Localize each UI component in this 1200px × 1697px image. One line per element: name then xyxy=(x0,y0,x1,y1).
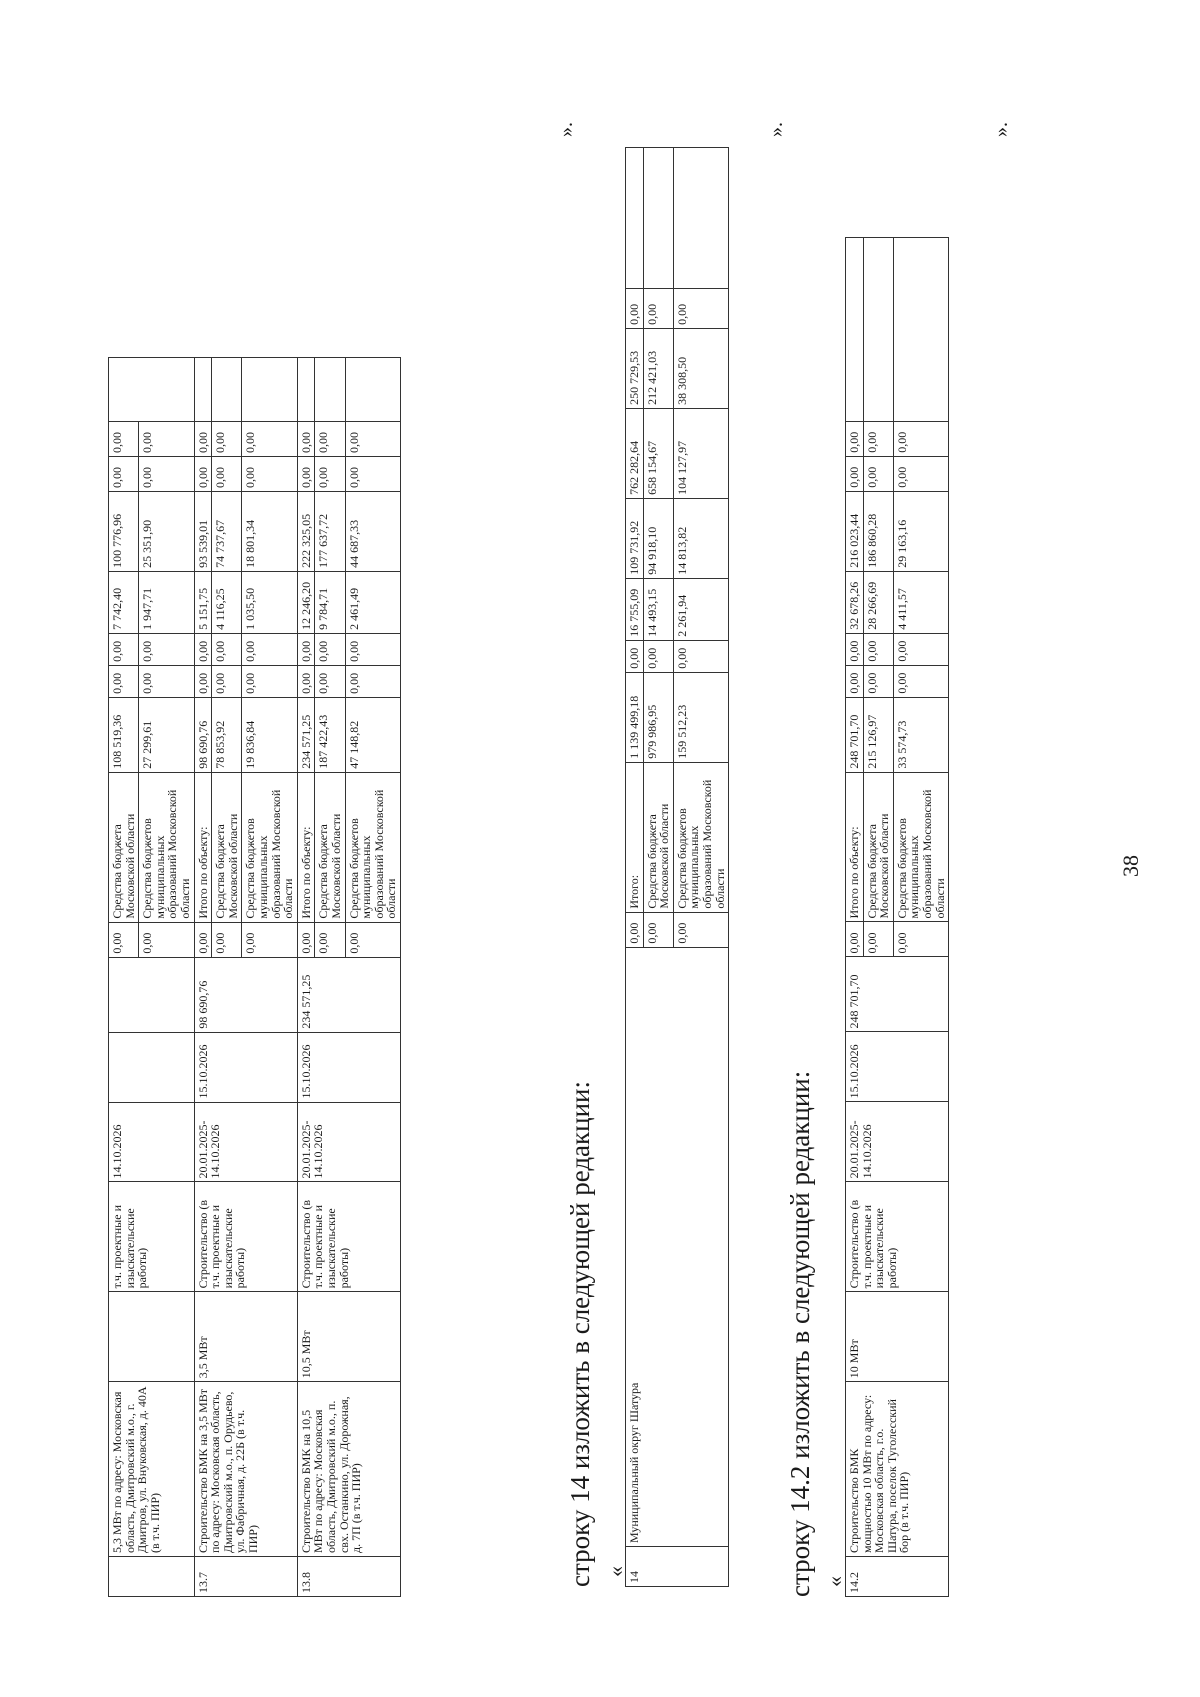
commission-date: 15.10.2026 xyxy=(846,1032,949,1102)
funding-source: Итого по объекту: xyxy=(846,772,864,922)
financed-value: 0,00 xyxy=(626,912,644,947)
responsible-cell xyxy=(863,238,893,422)
year-value: 0,00 xyxy=(315,422,345,457)
total-value: 47 148,82 xyxy=(345,697,400,772)
year-value: 0,00 xyxy=(315,456,345,491)
year-value: 0,00 xyxy=(297,456,315,491)
year-value: 32 678,26 xyxy=(846,571,864,633)
year-value: 0,00 xyxy=(893,421,948,456)
year-value: 2 261,94 xyxy=(673,578,728,640)
total-value: 19 836,84 xyxy=(242,697,297,772)
year-value: 9 784,71 xyxy=(315,571,345,633)
financed-value: 0,00 xyxy=(297,922,315,957)
financed-value: 0,00 xyxy=(345,922,400,957)
funding-source: Итого по объекту: xyxy=(297,772,315,922)
page-number: 38 xyxy=(1118,855,1143,877)
row-number: 13.8 xyxy=(297,1557,400,1597)
responsible-cell xyxy=(212,358,242,422)
year-value: 0,00 xyxy=(846,633,864,665)
financed-value: 0,00 xyxy=(194,922,212,957)
table-row xyxy=(846,238,864,1597)
total-value: 215 126,97 xyxy=(863,697,893,772)
year-value: 38 308,50 xyxy=(673,328,728,408)
responsible-cell xyxy=(297,358,315,422)
year-value: 109 731,92 xyxy=(626,498,644,578)
responsible-cell xyxy=(242,358,297,422)
year-value: 0,00 xyxy=(194,633,212,665)
year-value: 7 742,40 xyxy=(109,571,139,633)
responsible-cell xyxy=(194,358,212,422)
responsible-cell xyxy=(345,358,400,422)
total-value: 248 701,70 xyxy=(846,697,864,772)
year-value: 0,00 xyxy=(345,456,400,491)
year-value: 0,00 xyxy=(194,456,212,491)
year-value: 100 776,96 xyxy=(109,491,139,571)
amendment-heading-14: строку 14 изложить в следующей редакции: xyxy=(565,1080,595,1587)
table-row xyxy=(626,148,644,1587)
funding-source: Средства бюджета Московской области xyxy=(315,772,345,922)
year-value: 0,00 xyxy=(345,633,400,665)
year-value: 1 947,71 xyxy=(139,571,194,633)
work-type: т.ч. проектные и изыскательские работы) xyxy=(109,1182,195,1292)
year-value: 0,00 xyxy=(626,640,644,672)
opening-quote: « xyxy=(822,1576,847,1587)
financed-value: 0,00 xyxy=(643,912,673,947)
total-value: 187 422,43 xyxy=(315,697,345,772)
year-value: 25 351,90 xyxy=(139,491,194,571)
year-value: 0,00 xyxy=(315,633,345,665)
year-value: 0,00 xyxy=(212,456,242,491)
year-value: 0,00 xyxy=(139,422,194,457)
year-value: 0,00 xyxy=(863,421,893,456)
funding-source: Средства бюджетов муниципальных образований Московской области xyxy=(242,772,297,922)
closing-quote: ». xyxy=(765,122,787,137)
total-value: 33 574,73 xyxy=(893,697,948,772)
financed-value: 0,00 xyxy=(139,922,194,957)
year-value: 0,00 xyxy=(212,422,242,457)
year-value: 18 801,34 xyxy=(242,491,297,571)
year-value: 762 282,64 xyxy=(626,408,644,498)
year-value: 250 729,53 xyxy=(626,328,644,408)
year-value: 0,00 xyxy=(297,633,315,665)
funding-source: Средства бюджета Московской области xyxy=(643,762,673,912)
year-value: 0,00 xyxy=(194,665,212,697)
object-cost: 234 571,25 xyxy=(297,957,400,1032)
year-value: 186 860,28 xyxy=(863,491,893,571)
amendment-heading-14-2: строку 14.2 изложить в следующей редакции: xyxy=(785,1070,815,1597)
responsible-cell xyxy=(846,238,864,422)
total-value: 234 571,25 xyxy=(297,697,315,772)
commission-date: 15.10.2026 xyxy=(297,1032,400,1102)
year-value: 212 421,03 xyxy=(643,328,673,408)
year-value: 14 493,15 xyxy=(643,578,673,640)
year-value: 0,00 xyxy=(109,665,139,697)
year-value: 93 539,01 xyxy=(194,491,212,571)
year-value: 74 737,67 xyxy=(212,491,242,571)
year-value: 0,00 xyxy=(345,422,400,457)
total-value: 1 139 499,18 xyxy=(626,672,644,762)
year-value: 1 035,50 xyxy=(242,571,297,633)
year-value: 2 461,49 xyxy=(345,571,400,633)
object-name: 5,3 МВт по адресу: Московская область, Дмитровский м.о., г. Дмитров, ул. Внуковская, д. 40А (в т.ч. ПИР) xyxy=(109,1382,195,1557)
year-value: 0,00 xyxy=(643,640,673,672)
responsible-cell xyxy=(893,238,948,422)
responsible-cell xyxy=(315,358,345,422)
opening-quote: « xyxy=(603,1566,628,1577)
year-value: 0,00 xyxy=(863,665,893,697)
work-period: 20.01.2025-14.10.2026 xyxy=(297,1102,400,1182)
object-cost: 98 690,76 xyxy=(194,957,297,1032)
year-value: 0,00 xyxy=(846,456,864,491)
commission-date: 15.10.2026 xyxy=(194,1032,297,1102)
funding-source: Средства бюджета Московской области xyxy=(212,772,242,922)
year-value: 222 325,05 xyxy=(297,491,315,571)
object-name: Строительство БМК мощностью 10 МВт по адресу: Московская область, г.о. Шатура, поселок Туголесский бор (в т.ч. ПИР) xyxy=(846,1382,949,1557)
closing-quote: ». xyxy=(555,122,577,137)
responsible-cell xyxy=(109,358,195,422)
total-value: 108 519,36 xyxy=(109,697,139,772)
table-row xyxy=(297,358,315,1597)
funding-source: Средства бюджетов муниципальных образований Московской области xyxy=(893,772,948,922)
object-power: 10,5 МВт xyxy=(297,1292,400,1382)
year-value: 0,00 xyxy=(846,421,864,456)
year-value: 0,00 xyxy=(893,456,948,491)
year-value: 0,00 xyxy=(194,422,212,457)
object-power: 3,5 МВт xyxy=(194,1292,297,1382)
year-value: 0,00 xyxy=(626,288,644,328)
commission-date xyxy=(109,1032,195,1102)
work-period: 20.01.2025-14.10.2026 xyxy=(846,1102,949,1182)
year-value: 216 023,44 xyxy=(846,491,864,571)
year-value: 0,00 xyxy=(297,422,315,457)
year-value: 104 127,97 xyxy=(673,408,728,498)
funding-source: Средства бюджета Московской области xyxy=(109,772,139,922)
work-type: Строительство (в т.ч. проектные и изыскательские работы) xyxy=(846,1182,949,1292)
row-number: 13.7 xyxy=(194,1557,297,1597)
funding-source: Итого по объекту: xyxy=(194,772,212,922)
year-value: 28 266,69 xyxy=(863,571,893,633)
year-value: 0,00 xyxy=(109,456,139,491)
total-value: 159 512,23 xyxy=(673,672,728,762)
year-value: 0,00 xyxy=(673,288,728,328)
work-period: 14.10.2026 xyxy=(109,1102,195,1182)
year-value: 0,00 xyxy=(673,640,728,672)
year-value: 177 637,72 xyxy=(315,491,345,571)
object-cost: 248 701,70 xyxy=(846,957,949,1032)
financed-value: 0,00 xyxy=(863,922,893,957)
row-number: 14.2 xyxy=(846,1557,949,1597)
year-value: 0,00 xyxy=(345,665,400,697)
year-value: 0,00 xyxy=(212,665,242,697)
work-type: Строительство (в т.ч. проектные и изыскательские работы) xyxy=(194,1182,297,1292)
year-value: 0,00 xyxy=(139,633,194,665)
year-value: 0,00 xyxy=(242,633,297,665)
municipality-name: Муниципальный округ Шатура xyxy=(626,947,729,1546)
year-value: 0,00 xyxy=(846,665,864,697)
row-number xyxy=(109,1557,195,1597)
financed-value: 0,00 xyxy=(212,922,242,957)
work-period: 20.01.2025-14.10.2026 xyxy=(194,1102,297,1182)
table-row xyxy=(194,358,212,1597)
closing-quote: ». xyxy=(990,122,1012,137)
total-value: 98 690,76 xyxy=(194,697,212,772)
funding-source: Средства бюджетов муниципальных образований Московской области xyxy=(345,772,400,922)
financed-value: 0,00 xyxy=(846,922,864,957)
funding-source: Средства бюджетов муниципальных образований Московской области xyxy=(673,762,728,912)
year-value: 0,00 xyxy=(109,422,139,457)
responsible-cell xyxy=(643,148,673,289)
funding-source: Средства бюджета Московской области xyxy=(863,772,893,922)
financed-value: 0,00 xyxy=(109,922,139,957)
year-value: 0,00 xyxy=(863,633,893,665)
year-value: 0,00 xyxy=(242,422,297,457)
work-type: Строительство (в т.ч. проектные и изыскательские работы) xyxy=(297,1182,400,1292)
year-value: 4 411,57 xyxy=(893,571,948,633)
table-row-14 xyxy=(625,147,729,1587)
year-value: 0,00 xyxy=(109,633,139,665)
financed-value: 0,00 xyxy=(893,922,948,957)
object-power xyxy=(109,1292,195,1382)
table-row-14-2 xyxy=(845,237,949,1597)
object-name: Строительство БМК на 3,5 МВт по адресу: Московская область, Дмитровский м.о., п. Орудьево, ул. Фабричная, д. 22Б (в т.ч. ПИР) xyxy=(194,1382,297,1557)
year-value: 44 687,33 xyxy=(345,491,400,571)
year-value: 0,00 xyxy=(139,456,194,491)
financed-value: 0,00 xyxy=(242,922,297,957)
responsible-cell xyxy=(626,148,644,289)
object-name: Строительство БМК на 10,5 МВт по адресу: Московская область, Дмитровский м.о., п. свх. Останкино, ул. Дорожная, д. 7П (в т.ч. ПИР) xyxy=(297,1382,400,1557)
year-value: 0,00 xyxy=(212,633,242,665)
year-value: 658 154,67 xyxy=(643,408,673,498)
year-value: 0,00 xyxy=(297,665,315,697)
year-value: 16 755,09 xyxy=(626,578,644,640)
year-value: 0,00 xyxy=(242,456,297,491)
year-value: 14 813,82 xyxy=(673,498,728,578)
total-value: 78 853,92 xyxy=(212,697,242,772)
year-value: 0,00 xyxy=(315,665,345,697)
funding-source: Итого: xyxy=(626,762,644,912)
object-power: 10 МВт xyxy=(846,1292,949,1382)
funding-source: Средства бюджетов муниципальных образований Московской области xyxy=(139,772,194,922)
responsible-cell xyxy=(673,148,728,289)
year-value: 4 116,25 xyxy=(212,571,242,633)
year-value: 0,00 xyxy=(643,288,673,328)
object-cost xyxy=(109,957,195,1032)
total-value: 979 986,95 xyxy=(643,672,673,762)
year-value: 0,00 xyxy=(893,633,948,665)
year-value: 12 246,20 xyxy=(297,571,315,633)
year-value: 29 163,16 xyxy=(893,491,948,571)
year-value: 5 151,75 xyxy=(194,571,212,633)
table-continuation-13 xyxy=(108,357,401,1597)
year-value: 0,00 xyxy=(893,665,948,697)
table-row xyxy=(109,358,139,1597)
total-value: 27 299,61 xyxy=(139,697,194,772)
year-value: 0,00 xyxy=(139,665,194,697)
row-number: 14 xyxy=(626,1547,729,1587)
year-value: 0,00 xyxy=(242,665,297,697)
financed-value: 0,00 xyxy=(673,912,728,947)
year-value: 0,00 xyxy=(863,456,893,491)
year-value: 94 918,10 xyxy=(643,498,673,578)
financed-value: 0,00 xyxy=(315,922,345,957)
